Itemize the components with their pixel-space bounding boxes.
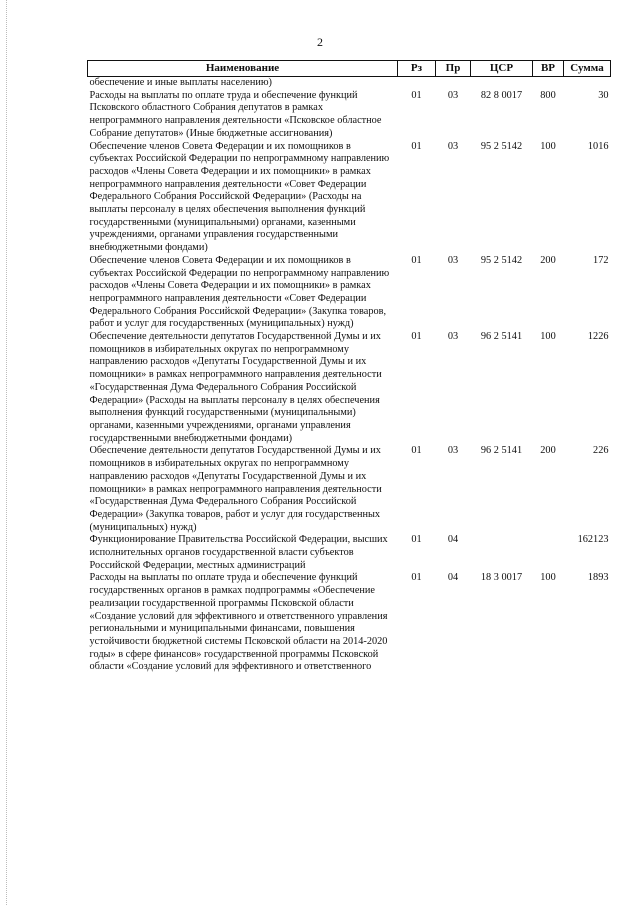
table-row bbox=[88, 90, 611, 141]
header-pr: Пр bbox=[436, 61, 471, 77]
cell-csr: 96 2 5141 bbox=[480, 445, 523, 457]
cell-name: обеспечение и иные выплаты населению) bbox=[89, 77, 272, 88]
cell-sum bbox=[564, 77, 611, 90]
cell-vr: 100 bbox=[540, 331, 556, 343]
cell-rz: 01 bbox=[411, 89, 422, 101]
cell-sum: 30 bbox=[598, 89, 609, 101]
cell-sum: 162123 bbox=[577, 534, 609, 546]
cell-csr: 95 2 5142 bbox=[480, 140, 523, 152]
cell-sum: 172 bbox=[593, 254, 609, 266]
table-row bbox=[88, 255, 611, 331]
scan-edge bbox=[6, 0, 8, 905]
cell-name: Обеспечение деятельности депутатов Государственной Думы и их помощников в избирательных округах по непрограммному направлению расходов «Депутаты Государственной Думы и их помощники» в рамках непрограммного направления деятельности «Государственная Дума Федерального Собрания Российской Федерации» (Закупка товаров, работ и услуг для государственных (муниципальных) нужд) bbox=[89, 445, 382, 533]
cell-sum: 226 bbox=[593, 445, 609, 457]
table-row bbox=[88, 572, 611, 674]
cell-name: Расходы на выплаты по оплате труда и обеспечение функций государственных органов в рамках подпрограммы «Обеспечение реализации государственной программы Псковской области «Создание условий для эффективного и ответственного управления региональными и муниципальными финансами, повышения устойчивости бюджетной системы Псковской области на 2014-2020 годы» в сфере финансов» государственной программы Псковской области «Создание условий для эффективного и ответственного bbox=[89, 572, 388, 673]
table-row bbox=[88, 77, 611, 90]
header-csr: ЦСР bbox=[471, 61, 533, 77]
cell-name: Обеспечение деятельности депутатов Государственной Думы и их помощников в избирательных округах по непрограммному направлению расходов «Депутаты Государственной Думы и их помощники» в рамках непрограммного направления деятельности «Государственная Дума Федерального Собрания Российской Федерации» (Расходы на выплаты персоналу в целях обеспечения выполнения функций государственными (муниципальными) органами, казенными учреждениями, органами управления государственными внебюджетными фондами) bbox=[89, 331, 382, 444]
cell-vr: 200 bbox=[540, 254, 556, 266]
cell-csr: 82 8 0017 bbox=[480, 89, 523, 101]
header-name: Наименование bbox=[88, 61, 398, 77]
cell-pr: 03 bbox=[447, 254, 459, 266]
cell-name: Обеспечение членов Совета Федерации и их помощников в субъектах Российской Федерации по непрограммному направлению расходов «Члены Совета Федерации и их помощники» в рамках непрограммного направления деятельности «Совет Федерации Федерального Собрания Российской Федерации» (Расходы на выплаты персоналу в целях обеспечения выполнения функций государственными (муниципальными) органами, казенными учреждениями, органами управления государственными внебюджетными фондами) bbox=[89, 140, 390, 254]
cell-rz: 01 bbox=[411, 140, 422, 152]
cell-vr: 200 bbox=[540, 445, 556, 457]
cell-csr bbox=[471, 534, 533, 572]
cell-pr: 03 bbox=[447, 445, 459, 457]
cell-pr bbox=[436, 77, 471, 90]
cell-pr: 04 bbox=[447, 572, 459, 584]
cell-pr: 03 bbox=[447, 331, 459, 343]
cell-sum: 1226 bbox=[587, 331, 609, 343]
cell-pr: 03 bbox=[447, 89, 459, 101]
cell-pr: 03 bbox=[447, 140, 459, 152]
cell-csr bbox=[471, 77, 533, 90]
cell-rz: 01 bbox=[411, 534, 422, 546]
cell-vr bbox=[533, 77, 564, 90]
cell-name: Функционирование Правительства Российской Федерации, высших исполнительных органов государственной власти субъектов Российской Федерации, местных администраций bbox=[89, 534, 388, 571]
cell-csr: 96 2 5141 bbox=[480, 331, 523, 343]
cell-vr: 100 bbox=[540, 572, 556, 584]
cell-rz: 01 bbox=[411, 572, 422, 584]
cell-sum: 1016 bbox=[587, 140, 609, 152]
header-sum: Сумма bbox=[564, 61, 611, 77]
table-row bbox=[88, 331, 611, 445]
page-number: 2 bbox=[317, 35, 323, 49]
budget-table bbox=[87, 60, 611, 674]
cell-rz bbox=[398, 77, 436, 90]
cell-rz: 01 bbox=[411, 445, 422, 457]
cell-vr bbox=[533, 534, 564, 572]
cell-pr: 04 bbox=[447, 534, 459, 546]
cell-vr: 100 bbox=[540, 140, 556, 152]
cell-name: Обеспечение членов Совета Федерации и их помощников в субъектах Российской Федерации по непрограммному направлению расходов «Члены Совета Федерации и их помощники» в рамках непрограммного направления деятельности «Совет Федерации Федерального Собрания Российской Федерации» (Закупка товаров, работ и услуг для государственных (муниципальных) нужд) bbox=[89, 254, 390, 330]
cell-rz: 01 bbox=[411, 254, 422, 266]
cell-csr: 95 2 5142 bbox=[480, 254, 523, 266]
cell-name: Расходы на выплаты по оплате труда и обеспечение функций Псковского областного Собрания депутатов в рамках непрограммного направления деятельности «Псковское областное Собрание депутатов» (Иные бюджетные ассигнования) bbox=[89, 89, 382, 139]
cell-csr: 18 3 0017 bbox=[480, 572, 523, 584]
header-rz: Рз bbox=[398, 61, 436, 77]
table-row bbox=[88, 141, 611, 255]
cell-vr: 800 bbox=[540, 89, 556, 101]
cell-rz: 01 bbox=[411, 331, 422, 343]
table-row bbox=[88, 445, 611, 534]
header-vr: ВР bbox=[533, 61, 564, 77]
table-header-row bbox=[88, 61, 611, 77]
cell-sum: 1893 bbox=[587, 572, 609, 584]
table-row bbox=[88, 534, 611, 572]
